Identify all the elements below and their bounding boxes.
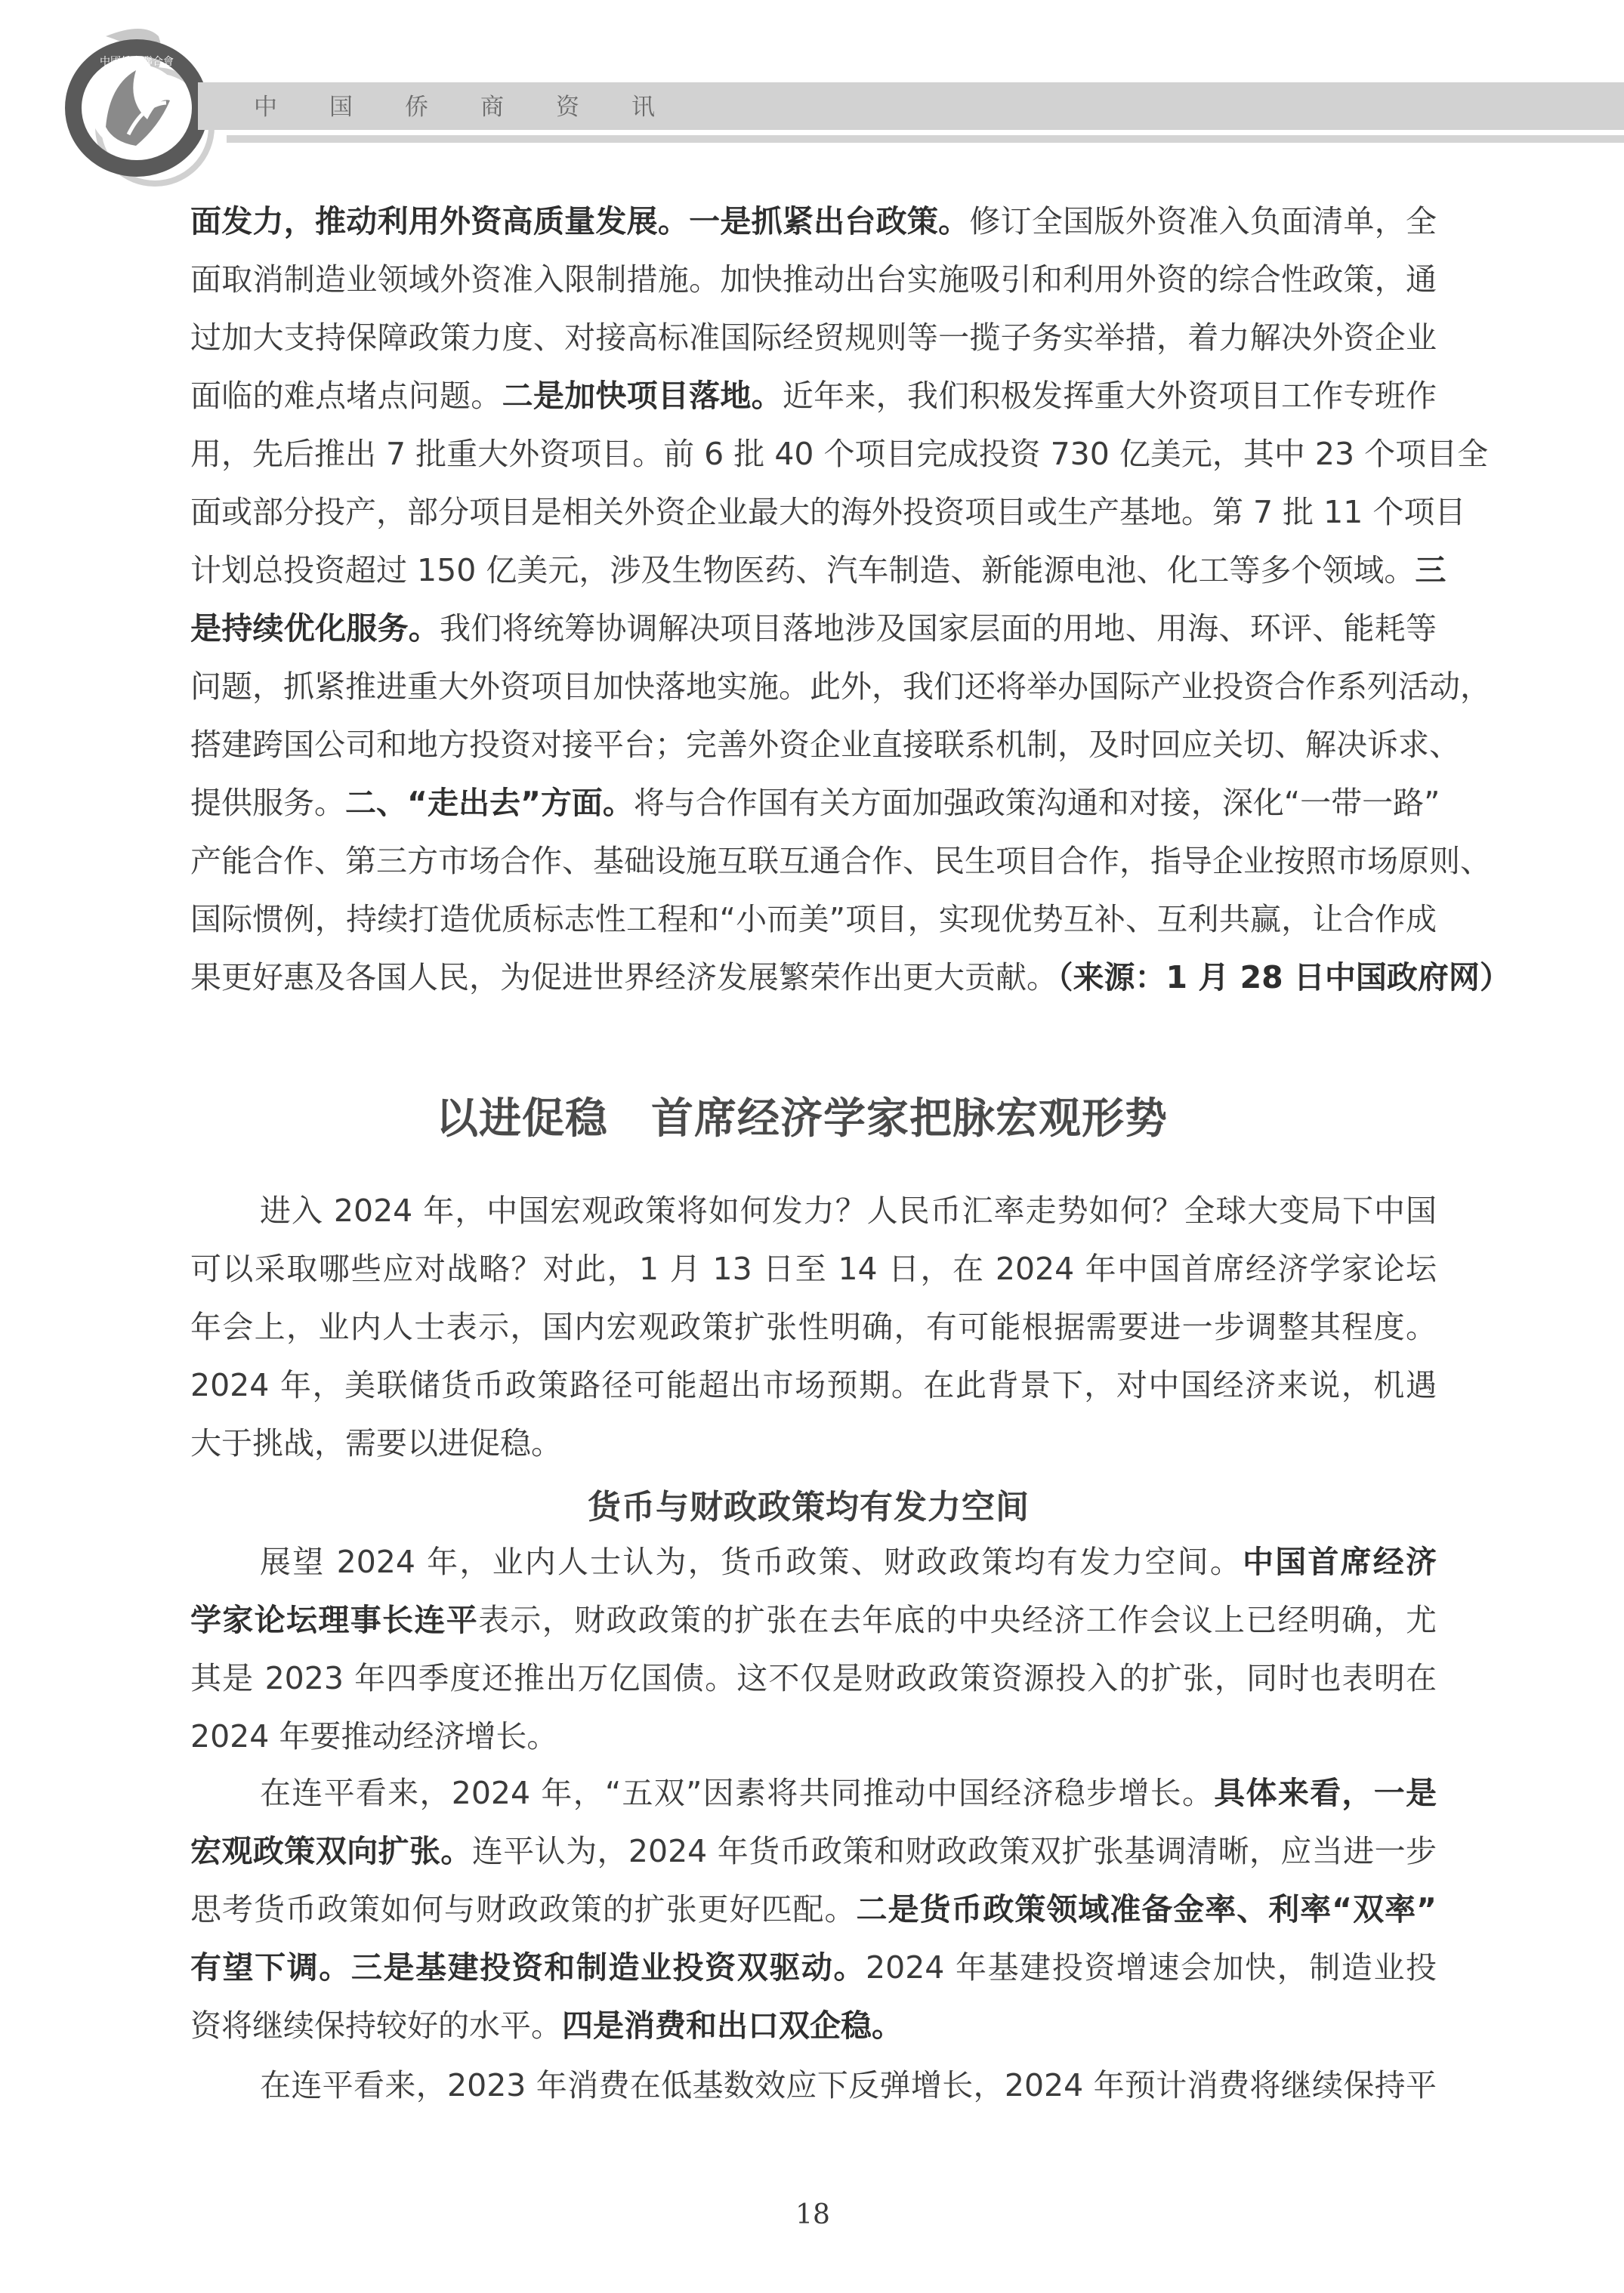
text: 资将继续保持较好的水平。 — [190, 2008, 562, 2044]
text-line — [190, 1601, 1437, 1639]
text: 思考货币政策如何与财政政策的扩张更好匹配。 — [190, 1891, 857, 1927]
text: 面或部分投产，部分项目是相关外资企业最大的海外投资项目或生产基地。第 7 批 11 个项目 — [190, 494, 1466, 530]
bold-text: 四是消费和出口双企稳。 — [562, 2008, 903, 2044]
bold-text: 具体来看，一是 — [1214, 1775, 1437, 1811]
text: 问题，抓紧推进重大外资项目加快落地实施。此外，我们还将举办国际产业投资合作系列活动， — [190, 668, 1491, 705]
text: 其是 2023 年四季度还推出万亿国债。这不仅是财政政策资源投入的扩张，同时也表明在 — [190, 1660, 1437, 1696]
text: 产能合作、第三方市场合作、基础设施互联互通合作、民生项目合作，指导企业按照市场原则、 — [190, 843, 1491, 879]
section-subheading: 货币与财政政策均有发力空间 — [588, 1488, 1030, 1526]
text-line — [190, 1659, 1437, 1697]
text-line — [190, 2066, 1437, 2104]
text: 2024 年，美联储货币政策路径可能超出市场预期。在此背景下，对中国经济来说，机遇 — [190, 1367, 1437, 1403]
page-number: 18 — [795, 2199, 830, 2230]
text: 果更好惠及各国人民，为促进世界经济发展繁荣作出更大贡献。 — [190, 959, 1057, 995]
text: 修订全国版外资准入负面清单，全 — [969, 203, 1437, 239]
masthead-rule — [227, 135, 1624, 143]
masthead-char: 国 — [329, 94, 353, 121]
text-line — [190, 1832, 1437, 1870]
text: 国际惯例，持续打造优质标志性工程和“小而美”项目，实现优势互补、互利共赢，让合作成 — [190, 901, 1437, 937]
masthead-char: 资 — [556, 94, 579, 121]
text: 表示，财政政策的扩张在去年底的中央经济工作会议上已经明确，尤 — [478, 1602, 1437, 1638]
text-line — [190, 784, 1440, 822]
text-line — [190, 1774, 1437, 1812]
text: 过加大支持保障政策力度、对接高标准国际经贸规则等一揽子务实举措，着力解决外资企业 — [190, 319, 1437, 356]
text-line — [190, 493, 1466, 531]
text-line — [190, 726, 1460, 764]
text-line — [190, 1890, 1437, 1928]
text: 计划总投资超过 150 亿美元，涉及生物医药、汽车制造、新能源电池、化工等多个领域。 — [190, 552, 1416, 588]
text-line — [190, 319, 1437, 356]
bold-text: 二、“走出去”方面。 — [345, 785, 634, 821]
text: 在连平看来，2023 年消费在低基数效应下反弹增长，2024 年预计消费将继续保持平 — [260, 2067, 1437, 2103]
text: 近年来，我们积极发挥重大外资项目工作专班作 — [782, 378, 1437, 414]
text-line — [190, 377, 1437, 415]
text-line — [190, 1717, 1437, 1755]
bold-text: 学家论坛理事长连平 — [190, 1602, 479, 1638]
text-line — [190, 668, 1491, 705]
bold-text: 二是加快项目落地。 — [502, 378, 783, 414]
text-line — [190, 610, 1437, 647]
text: 可以采取哪些应对战略？对此，1 月 13 日至 14 日，在 2024 年中国首席经济学家论坛 — [190, 1251, 1437, 1287]
text: 提供服务。 — [190, 785, 345, 821]
text: 面临的难点堵点问题。 — [190, 378, 502, 414]
text-line — [190, 2007, 1437, 2045]
bold-text: 宏观政策双向扩张。 — [190, 1833, 472, 1869]
masthead-char: 中 — [254, 94, 277, 121]
text: 展望 2024 年，业内人士认为，货币政策、财政政策均有发力空间。 — [260, 1544, 1243, 1580]
bold-text: 二是货币政策领域准备金率、利率“双率” — [856, 1891, 1437, 1927]
text: 进入 2024 年，中国宏观政策将如何发力？人民币汇率走势如何？全球大变局下中国 — [260, 1193, 1437, 1229]
text-line — [190, 842, 1491, 880]
text-line — [190, 1308, 1437, 1346]
text-line — [190, 1424, 1437, 1462]
text-line — [190, 1192, 1437, 1230]
text: 将与合作国有关方面加强政策沟通和对接，深化“一带一路” — [633, 785, 1440, 821]
text: 面取消制造业领域外资准入限制措施。加快推动出台实施吸引和利用外资的综合性政策，通 — [190, 261, 1437, 298]
text-line — [190, 958, 1511, 996]
bold-text: 中国首席经济 — [1243, 1544, 1437, 1580]
text-line — [190, 202, 1437, 240]
text-line — [190, 551, 1446, 589]
text: 2024 年要推动经济增长。 — [190, 1718, 558, 1754]
text: 在连平看来，2024 年，“五双”因素将共同推动中国经济稳步增长。 — [260, 1775, 1215, 1811]
masthead-char: 讯 — [631, 94, 655, 121]
text-line — [190, 1949, 1437, 1986]
text-line — [190, 1543, 1437, 1581]
text-line — [190, 1250, 1437, 1288]
bold-text: 是持续优化服务。 — [190, 610, 440, 647]
text-line — [190, 435, 1489, 473]
masthead-title — [254, 91, 707, 124]
bold-text: （来源：1 月 28 日中国政府网） — [1057, 959, 1511, 995]
text-line — [190, 261, 1437, 298]
logo-ring-text: 中國僑商聯合會 — [100, 56, 174, 68]
article-title: 以进促稳 首席经济学家把脉宏观形势 — [436, 1094, 1168, 1143]
bold-text: 三是基建投资和制造业投资双驱动。 — [350, 1949, 866, 1986]
text-line — [190, 1366, 1437, 1404]
text: 2024 年基建投资增速会加快，制造业投 — [866, 1949, 1437, 1986]
text: 年会上，业内人士表示，国内宏观政策扩张性明确，有可能根据需要进一步调整其程度。 — [190, 1309, 1437, 1345]
bold-text: 有望下调。 — [190, 1949, 351, 1986]
text: 连平认为，2024 年货币政策和财政政策双扩张基调清晰，应当进一步 — [471, 1833, 1437, 1869]
bold-text: 面发力，推动利用外资高质量发展。 — [190, 203, 690, 239]
text: 搭建跨国公司和地方投资对接平台；完善外资企业直接联系机制，及时回应关切、解决诉求、 — [190, 727, 1460, 763]
bold-text: 三 — [1415, 552, 1446, 588]
text: 我们将统筹协调解决项目落地涉及国家层面的用地、用海、环评、能耗等 — [440, 610, 1437, 647]
text: 用，先后推出 7 批重大外资项目。前 6 批 40 个项目完成投资 730 亿美元，其中 23 个项目全 — [190, 436, 1489, 472]
text: 大于挑战，需要以进促稳。 — [190, 1425, 562, 1461]
masthead-char: 侨 — [405, 94, 428, 121]
bold-text: 一是抓紧出台政策。 — [689, 203, 970, 239]
masthead-char: 商 — [480, 94, 504, 121]
text-line — [190, 900, 1437, 938]
